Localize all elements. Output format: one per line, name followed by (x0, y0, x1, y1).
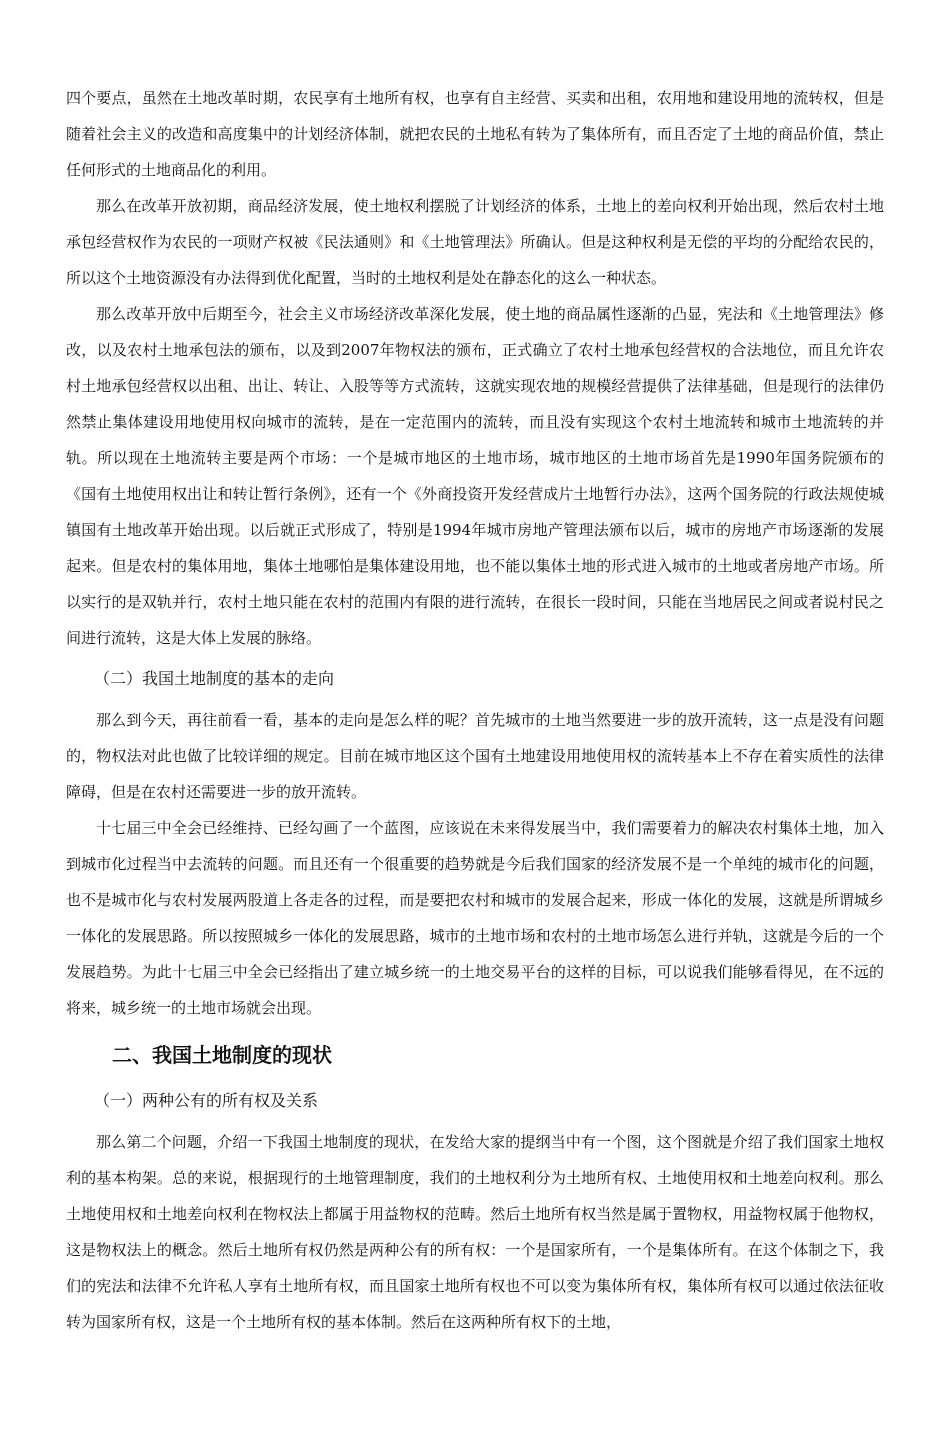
subheading-basic-direction: （二）我国土地制度的基本的走向 (94, 669, 335, 688)
paragraph-mid-late-reform: 那么改革开放中后期至今，社会主义市场经济改革深化发展，使土地的商品属性逐渐的凸显，宪法和《土地管理法》修改，以及农村土地承包法的颁布，以及到2007年物权法的颁布，正式确立了农村土地承包经营权的合法地位，而且允许农村土地承包经营权以出租、出让、转让、入股等等方式流转，这就实现农地的规模经营提供了法律基础，但是现行的法律仍然禁止集体建设用地使用权向城市的流转，是在一定范围内的流转，而且没有实现这个农村土地流转和城市土地流转的并轨。所以现在土地流转主要是两个市场：一个是城市地区的土地市场，城市地区的土地市场首先是1990年国务院颁布的《国有土地使用权出让和转让暂行条例》，还有一个《外商投资开发经营成片土地暂行办法》，这两个国务院的行政法规使城镇国有土地改革开始出现。以后就正式形成了，特别是1994年城市房地产管理法颁布以后，城市的房地产市场逐渐的发展起来。但是农村的集体用地，集体土地哪怕是集体建设用地，也不能以集体土地的形式进入城市的土地或者房地产市场。所以实行的是双轨并行，农村土地只能在农村的范围内有限的进行流转，在很长一段时间，只能在当地居民之间或者说村民之间进行流转，这是大体上发展的脉络。 (66, 305, 884, 647)
section-heading-current-status: 二、我国土地制度的现状 (112, 1043, 332, 1067)
paragraph-early-reform: 那么在改革开放初期，商品经济发展，使土地权利摆脱了计划经济的体系，土地上的差向权利开始出现，然后农村土地承包经营权作为农民的一项财产权被《民法通则》和《土地管理法》所确认。但是这种权利是无偿的平均的分配给农民的，所以这个土地资源没有办法得到优化配置，当时的土地权利是处在静态化的这么一种状态。 (66, 197, 884, 287)
subheading-two-public-ownerships: （一）两种公有的所有权及关系 (94, 1091, 319, 1110)
paragraph-land-reform-period: 四个要点，虽然在土地改革时期，农民享有土地所有权，也享有自主经营、买卖和出租，农用地和建设用地的流转权，但是随着社会主义的改造和高度集中的计划经济体制，就把农民的土地私有转为了集体所有，而且否定了土地的商品价值，禁止任何形式的土地商品化的利用。 (66, 89, 884, 179)
paragraph-third-plenum: 十七届三中全会已经维持、已经勾画了一个蓝图，应该说在未来得发展当中，我们需要着力的解决农村集体土地，加入到城市化过程当中去流转的问题。而且还有一个很重要的趋势就是今后我们国家的经济发展不是一个单纯的城市化的问题，也不是城市化与农村发展两股道上各走各的过程，而是要把农村和城市的发展合起来，形成一体化的发展，这就是所谓城乡一体化的发展思路。所以按照城乡一体化的发展思路，城市的土地市场和农村的土地市场怎么进行并轨，这就是今后的一个发展趋势。为此十七届三中全会已经指出了建立城乡统一的土地交易平台的这样的目标，可以说我们能够看得见，在不远的将来，城乡统一的土地市场就会出现。 (66, 819, 884, 1017)
paragraph-looking-forward: 那么到今天，再往前看一看，基本的走向是怎么样的呢？首先城市的土地当然要进一步的放开流转，这一点是没有问题的，物权法对此也做了比较详细的规定。目前在城市地区这个国有土地建设用地使用权的流转基本上不存在着实质性的法律障碍，但是在农村还需要进一步的放开流转。 (66, 711, 884, 801)
document-page (66, 80, 884, 1340)
paragraph-land-rights-framework: 那么第二个问题，介绍一下我国土地制度的现状，在发给大家的提纲当中有一个图，这个图就是介绍了我们国家土地权利的基本构架。总的来说，根据现行的土地管理制度，我们的土地权利分为土地所有权、土地使用权和土地差向权利。那么土地使用权和土地差向权利在物权法上都属于用益物权的范畴。然后土地所有权当然是属于置物权，用益物权属于他物权，这是物权法上的概念。然后土地所有权仍然是两种公有的所有权：一个是国家所有，一个是集体所有。在这个体制之下，我们的宪法和法律不允许私人享有土地所有权，而且国家土地所有权也不可以变为集体所有权，集体所有权可以通过依法征收转为国家所有权，这是一个土地所有权的基本体制。然后在这两种所有权下的土地， (66, 1133, 884, 1331)
